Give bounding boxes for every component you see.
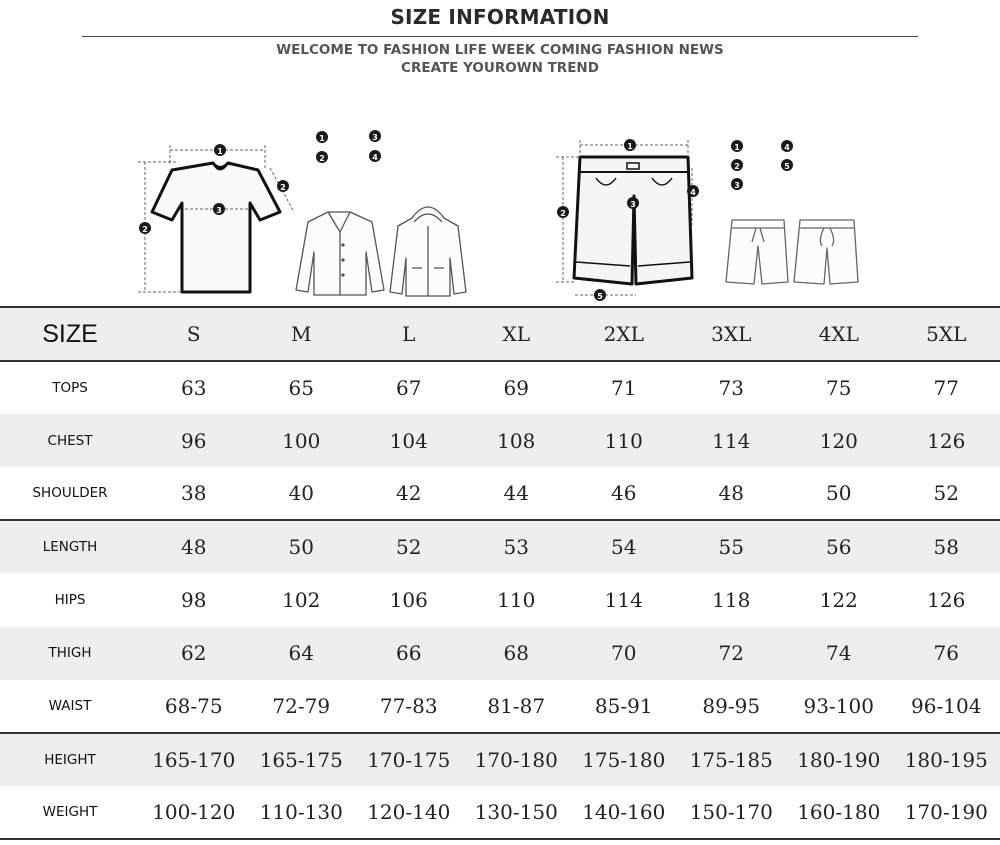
table-cell: 175-180 [582,747,666,772]
subtitle-line-1: WELCOME TO FASHION LIFE WEEK COMING FASHION NEWS [276,42,724,58]
table-cell: 170-190 [904,799,988,824]
table-cell: 38 [181,481,207,506]
table-cell: 118 [712,587,751,612]
shorts-icon [574,157,692,284]
table-cell: 96-104 [911,693,982,718]
table-cell: 114 [712,428,751,453]
table-cell: 110 [497,587,536,612]
svg-text:5: 5 [597,292,603,301]
table-row-weight [0,786,1000,839]
table-cell: 122 [819,587,858,612]
row-label: CHEST [47,432,93,449]
table-cell: 110 [604,428,643,453]
table-row-shoulder [0,467,1000,520]
table-cell: 75 [826,376,852,401]
table-cell: 120-140 [367,799,451,824]
size-header-cell: S [186,322,201,346]
table-cell: 93-100 [803,693,874,718]
table-cell: 180-190 [797,747,881,772]
size-header-label: SIZE [42,319,98,348]
bottoms-legend [731,140,793,190]
table-cell: 160-180 [797,799,881,824]
table-cell: 81-87 [487,693,546,718]
table-cell: 69 [503,376,529,401]
table-cell: 120 [819,428,858,453]
table-cell: 77-83 [379,693,438,718]
table-cell: 74 [826,641,852,666]
table-cell: 58 [933,535,959,560]
svg-text:1: 1 [217,147,223,156]
table-cell: 56 [826,535,852,560]
size-header-cell: 2XL [603,322,644,346]
svg-text:3: 3 [216,206,222,215]
table-cell: 71 [611,376,637,401]
table-cell: 106 [389,587,428,612]
svg-text:1: 1 [319,134,325,143]
table-cell: 114 [604,587,643,612]
row-label: THIGH [48,645,92,662]
table-cell: 77 [933,376,959,401]
tops-legend [316,130,381,163]
table-cell: 96 [181,428,207,453]
size-header-cell: 5XL [926,322,967,346]
table-cell: 70 [611,641,637,666]
table-cell: 170-180 [474,747,558,772]
size-header-cell: 4XL [818,322,859,346]
svg-text:2: 2 [319,154,325,163]
table-cell: 175-185 [689,747,773,772]
board-shorts-icon [794,220,858,284]
table-cell: 140-160 [582,799,666,824]
row-label: WEIGHT [42,803,98,820]
drawstring-shorts-icon [726,220,788,284]
table-cell: 48 [718,481,744,506]
table-cell: 89-95 [702,693,761,718]
page-title: SIZE INFORMATION [390,5,610,29]
svg-text:4: 4 [372,153,378,162]
table-cell: 68-75 [164,693,223,718]
table-cell: 50 [826,481,852,506]
svg-text:4: 4 [690,188,696,197]
svg-text:2: 2 [280,183,286,192]
table-cell: 65 [288,376,314,401]
table-row-chest [0,414,1000,467]
size-header-cell: M [291,322,312,346]
svg-text:2: 2 [560,209,566,218]
svg-text:3: 3 [630,200,636,209]
garment-illustrations [0,0,1000,306]
table-cell: 108 [497,428,536,453]
table-cell: 104 [389,428,428,453]
table-cell: 44 [503,481,529,506]
row-label: TOPS [52,380,88,397]
size-header-cell: XL [502,322,531,346]
table-cell: 85-91 [594,693,653,718]
table-cell: 63 [181,376,207,401]
size-chart-table [0,306,1000,840]
table-cell: 54 [611,535,637,560]
row-label: HIPS [54,591,86,608]
table-cell: 180-195 [904,747,988,772]
table-row-tops [0,361,1000,414]
table-cell: 102 [282,587,321,612]
row-label: SHOULDER [32,485,108,502]
table-cell: 52 [933,481,959,506]
row-label: WAIST [48,697,92,714]
table-cell: 72 [718,641,744,666]
table-row-length [0,520,1000,573]
size-header-row [0,307,1000,361]
tshirt-icon [152,163,280,292]
table-cell: 73 [718,376,744,401]
table-cell: 40 [288,481,314,506]
table-cell: 100 [282,428,321,453]
table-cell: 165-170 [152,747,236,772]
table-cell: 98 [181,587,207,612]
table-row-waist [0,680,1000,733]
table-cell: 52 [396,535,422,560]
table-cell: 62 [181,641,207,666]
table-cell: 170-175 [367,747,451,772]
table-cell: 50 [288,535,314,560]
svg-text:4: 4 [784,143,790,152]
svg-text:1: 1 [627,142,633,151]
table-row-height [0,733,1000,786]
table-cell: 130-150 [474,799,558,824]
table-cell: 165-175 [259,747,343,772]
table-row-hips [0,573,1000,626]
subtitle-line-2: CREATE YOUROWN TREND [401,60,599,76]
table-row-thigh [0,627,1000,680]
table-cell: 126 [927,587,966,612]
svg-text:3: 3 [372,133,378,142]
table-cell: 55 [718,535,744,560]
svg-text:2: 2 [142,225,148,234]
table-cell: 100-120 [152,799,236,824]
svg-text:1: 1 [734,143,740,152]
table-cell: 110-130 [259,799,343,824]
table-cell: 48 [181,535,207,560]
table-cell: 67 [396,376,422,401]
shirt-icon [296,212,384,295]
table-cell: 68 [503,641,529,666]
table-cell: 46 [611,481,637,506]
table-cell: 150-170 [689,799,773,824]
table-cell: 42 [396,481,422,506]
table-cell: 76 [933,641,959,666]
row-label: HEIGHT [44,751,96,768]
svg-text:5: 5 [784,162,790,171]
table-cell: 53 [503,535,529,560]
size-header-cell: 3XL [711,322,752,346]
table-cell: 126 [927,428,966,453]
size-header-cell: L [402,322,416,346]
svg-text:2: 2 [734,162,740,171]
row-label: LENGTH [42,539,98,556]
table-cell: 64 [288,641,314,666]
table-cell: 66 [396,641,422,666]
table-cell: 72-79 [272,693,331,718]
svg-text:3: 3 [734,181,740,190]
hoodie-icon [390,207,466,296]
